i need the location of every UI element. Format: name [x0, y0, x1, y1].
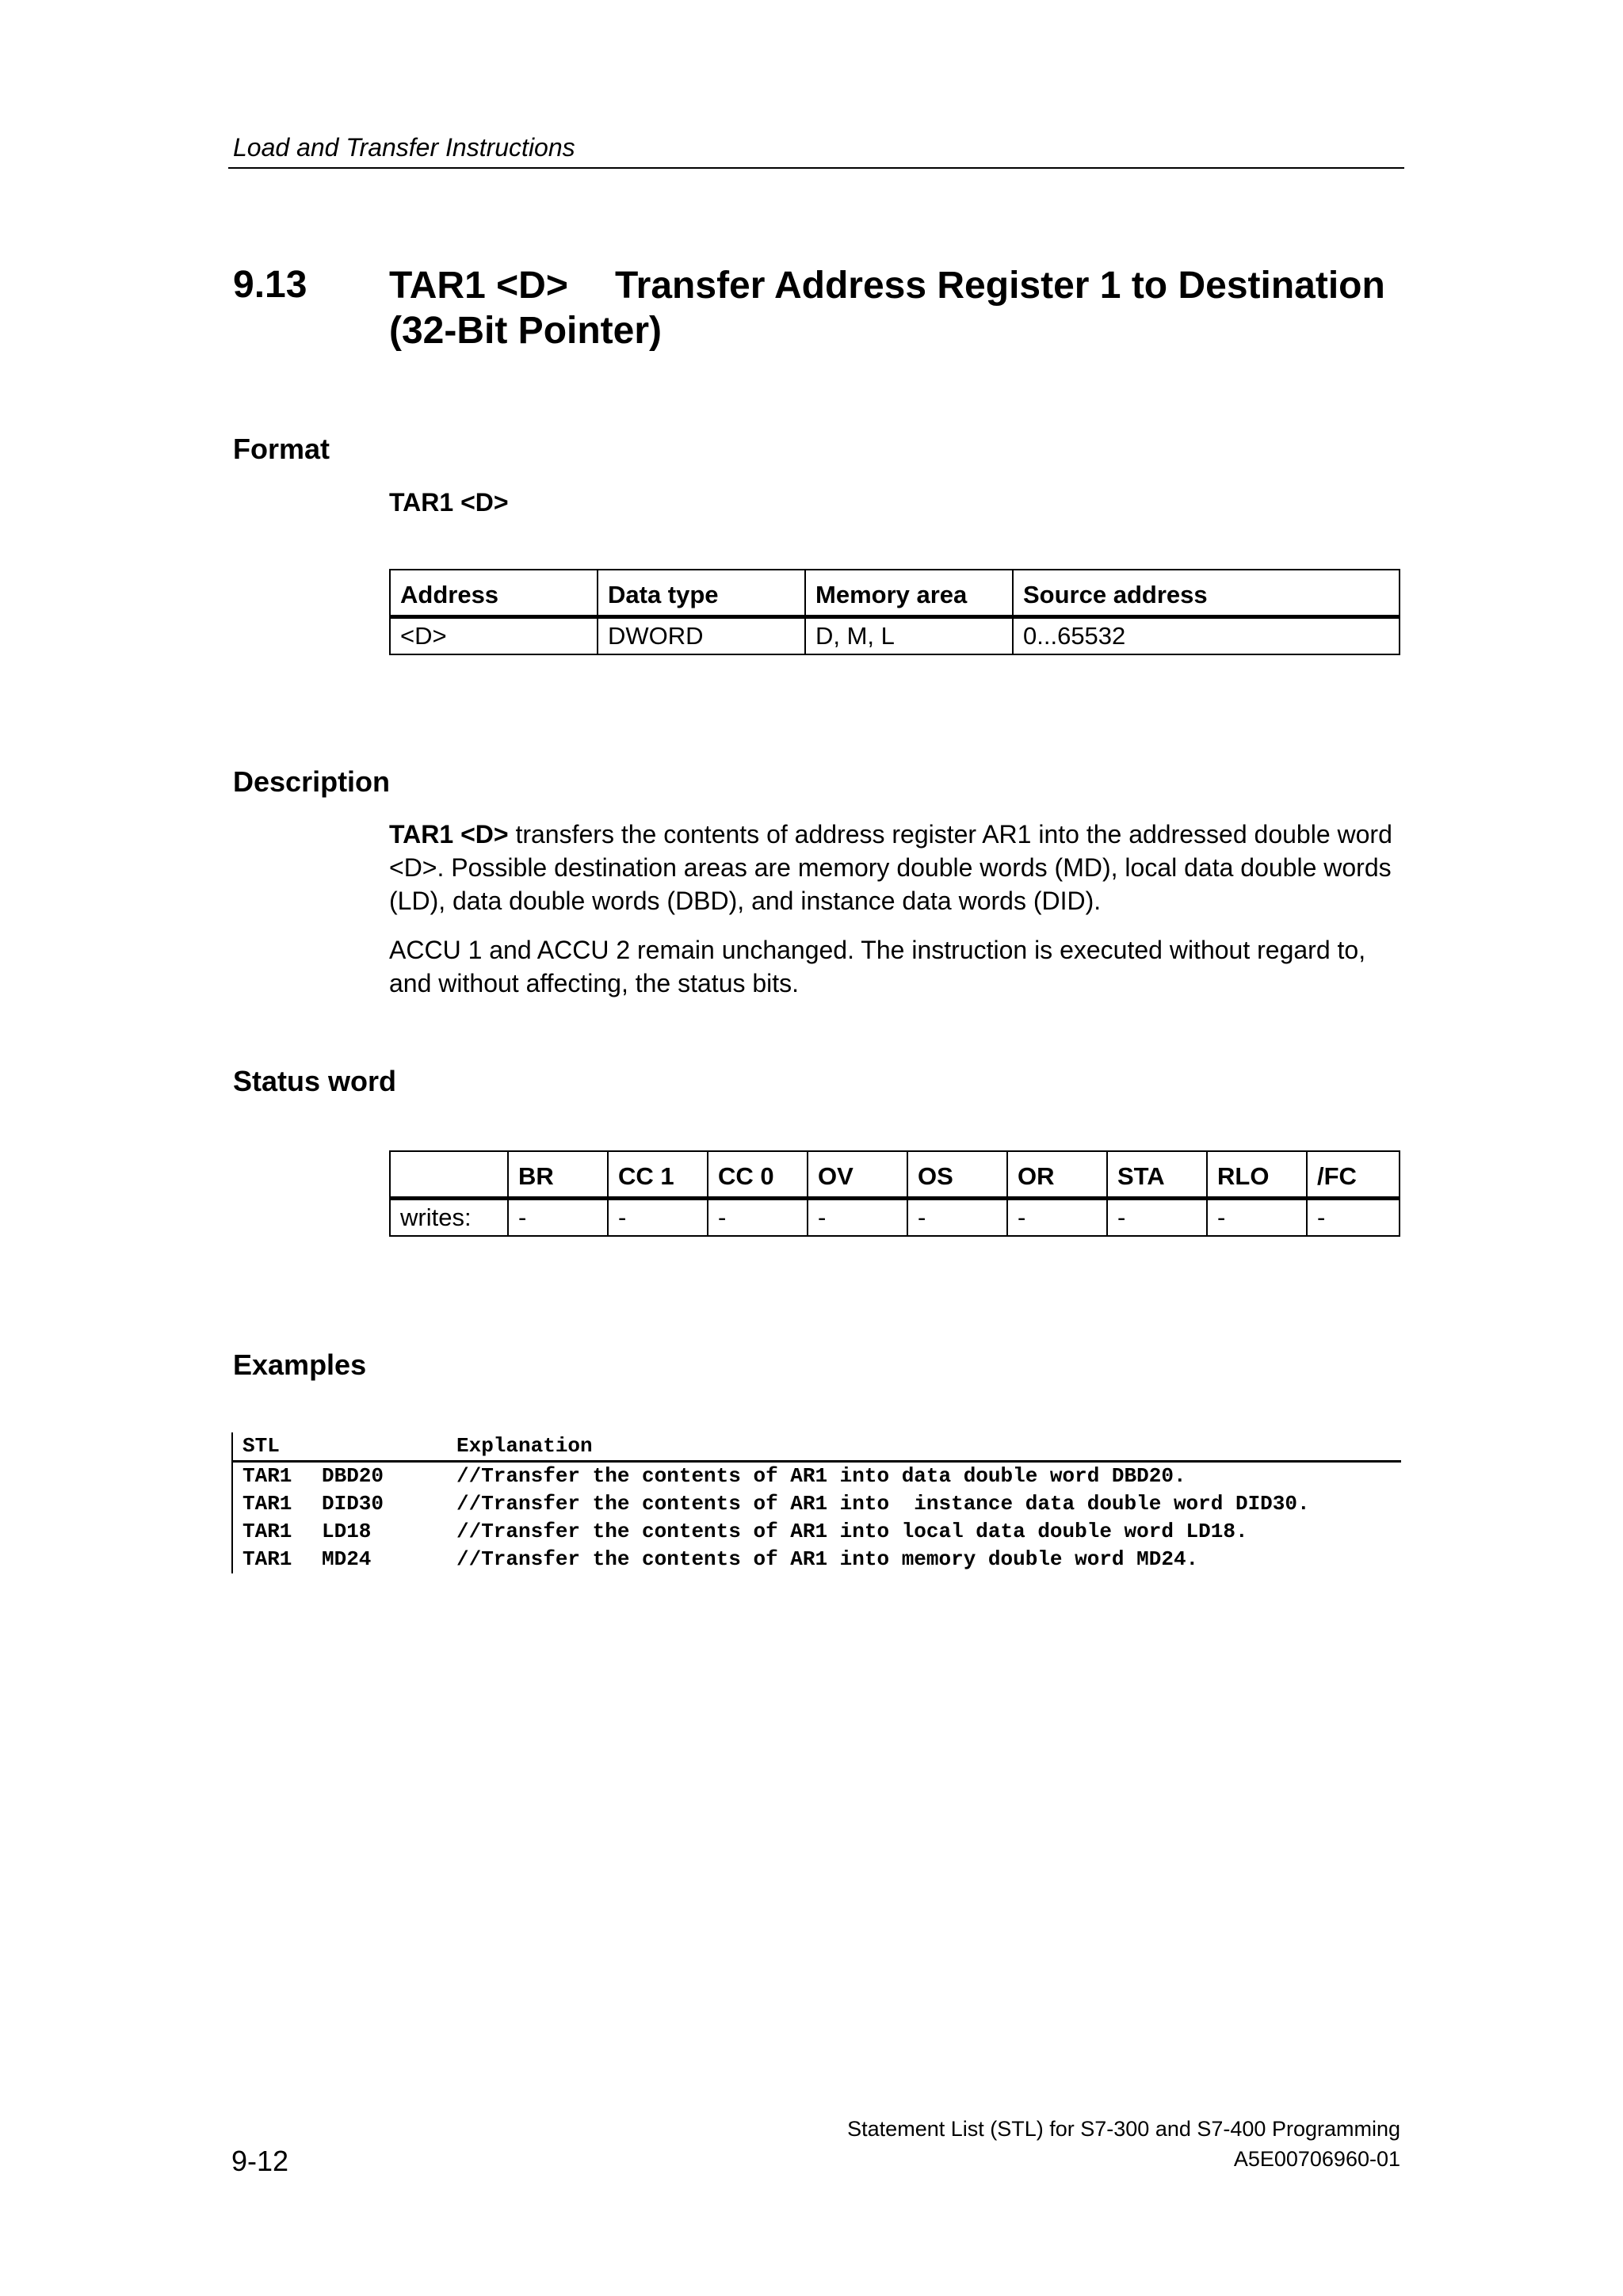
format-table-header-row: [390, 570, 1400, 617]
example-comment: //Transfer the contents of AR1 into memory double word MD24.: [456, 1547, 1199, 1571]
example-operand: MD24: [322, 1547, 372, 1571]
format-cell-source-address: 0...65532: [1013, 617, 1400, 655]
section-title-line1: Transfer Address Register 1 to Destination: [615, 265, 1385, 307]
description-code: TAR1 <D>: [389, 820, 509, 849]
description-paragraph-2: ACCU 1 and ACCU 2 remain unchanged. The instruction is executed without regard to, and without affecting, the status bits.: [389, 936, 1366, 997]
example-comment: //Transfer the contents of AR1 into instance data double word DID30.: [456, 1492, 1310, 1516]
status-cell-or: -: [1007, 1199, 1107, 1237]
page-number: 9-12: [231, 2145, 289, 2177]
example-operand: LD18: [322, 1520, 372, 1543]
table-row: [390, 617, 1400, 655]
status-word-table: [389, 1150, 1400, 1237]
format-code: TAR1 <D>: [389, 488, 509, 517]
examples-heading: Examples: [233, 1348, 367, 1381]
list-item: [233, 1463, 1401, 1490]
example-instruction: TAR1: [242, 1464, 292, 1488]
footer-doc-number: A5E00706960-01: [1233, 2147, 1400, 2171]
status-cell-rlo: -: [1207, 1199, 1307, 1237]
format-header-memory-area: Memory area: [805, 570, 1013, 617]
status-cell-cc1: -: [608, 1199, 708, 1237]
description-heading: Description: [233, 765, 391, 798]
example-operand: DBD20: [322, 1464, 384, 1488]
status-header-ov: OV: [808, 1151, 907, 1199]
example-operand: DID30: [322, 1492, 384, 1516]
status-cell-br: -: [508, 1199, 608, 1237]
format-header-data-type: Data type: [598, 570, 805, 617]
format-cell-memory-area: D, M, L: [805, 617, 1013, 655]
section-title: [389, 263, 1411, 353]
status-word-heading: Status word: [233, 1065, 397, 1097]
status-table-header-row: [390, 1151, 1400, 1199]
list-item: [233, 1490, 1401, 1518]
examples-header-stl: STL: [242, 1434, 280, 1458]
list-item: [233, 1546, 1401, 1573]
status-header-br: BR: [508, 1151, 608, 1199]
description-text: transfers the contents of address register AR1 into the addressed double word <D>. Possible destination areas are memory double words (MD), local data double words (LD), data double words (DBD), and instance data words (DID).: [389, 820, 1392, 915]
example-instruction: TAR1: [242, 1520, 292, 1543]
examples-header-explanation: Explanation: [456, 1434, 593, 1458]
status-header-sta: STA: [1107, 1151, 1207, 1199]
format-header-address: Address: [390, 570, 598, 617]
status-cell-os: -: [907, 1199, 1007, 1237]
status-header-blank: [390, 1151, 508, 1199]
footer-manual-info: [847, 2114, 1400, 2174]
section-number: 9.13: [233, 264, 307, 306]
example-instruction: TAR1: [242, 1492, 292, 1516]
examples-header-row: [233, 1432, 1401, 1463]
status-cell-ov: -: [808, 1199, 907, 1237]
status-header-rlo: RLO: [1207, 1151, 1307, 1199]
status-cell-writes: writes:: [390, 1199, 508, 1237]
status-header-cc0: CC 0: [708, 1151, 808, 1199]
status-cell-cc0: -: [708, 1199, 808, 1237]
status-header-or: OR: [1007, 1151, 1107, 1199]
header-rule: [228, 167, 1404, 169]
running-header: Load and Transfer Instructions: [233, 133, 575, 162]
status-header-fc: /FC: [1307, 1151, 1400, 1199]
format-cell-data-type: DWORD: [598, 617, 805, 655]
example-comment: //Transfer the contents of AR1 into data double word DBD20.: [456, 1464, 1186, 1488]
status-header-os: OS: [907, 1151, 1007, 1199]
example-instruction: TAR1: [242, 1547, 292, 1571]
example-comment: //Transfer the contents of AR1 into local data double word LD18.: [456, 1520, 1248, 1543]
format-table: [389, 569, 1400, 655]
table-row: [390, 1199, 1400, 1237]
status-header-cc1: CC 1: [608, 1151, 708, 1199]
status-cell-fc: -: [1307, 1199, 1400, 1237]
format-cell-address: <D>: [390, 617, 598, 655]
list-item: [233, 1518, 1401, 1546]
status-cell-sta: -: [1107, 1199, 1207, 1237]
section-title-line2: (32-Bit Pointer): [389, 310, 663, 352]
footer-manual-title: Statement List (STL) for S7-300 and S7-400 Programming: [847, 2117, 1400, 2141]
description-paragraph-1: [389, 818, 1407, 917]
examples-code-block: [231, 1432, 1401, 1573]
section-title-code: TAR1 <D>: [389, 265, 568, 307]
format-heading: Format: [233, 433, 330, 465]
format-header-source-address: Source address: [1013, 570, 1400, 617]
